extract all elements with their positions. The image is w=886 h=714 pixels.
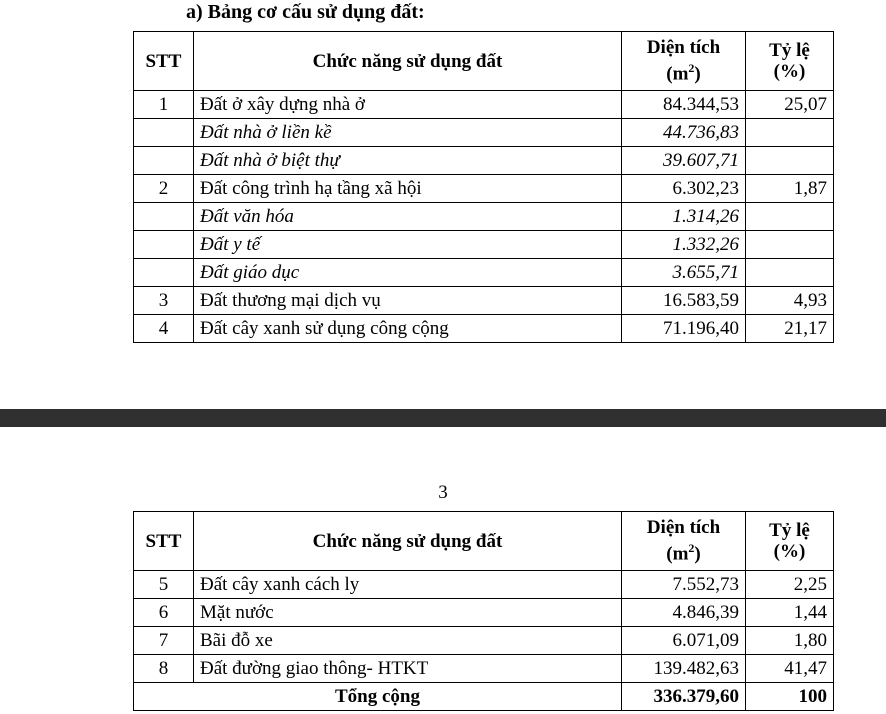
stt-header: STT xyxy=(134,512,194,571)
area-header xyxy=(622,512,746,571)
land-use-table-part1 xyxy=(133,31,834,343)
function-cell: Đất ở xây dựng nhà ở xyxy=(194,91,622,119)
total-area: 336.379,60 xyxy=(622,683,746,711)
stt-cell xyxy=(134,119,194,147)
ratio-cell xyxy=(746,147,834,175)
stt-cell xyxy=(134,231,194,259)
stt-cell: 1 xyxy=(134,91,194,119)
table-row xyxy=(134,599,834,627)
table-row xyxy=(134,571,834,599)
ratio-header xyxy=(746,32,834,91)
ratio-cell xyxy=(746,119,834,147)
table1-body xyxy=(134,91,834,343)
ratio-cell xyxy=(746,203,834,231)
area-header xyxy=(622,32,746,91)
area-cell: 4.846,39 xyxy=(622,599,746,627)
table-row xyxy=(134,203,834,231)
section-heading: a) Bảng cơ cấu sử dụng đất: xyxy=(186,1,425,23)
area-unit-sup: 2 xyxy=(688,541,695,556)
function-cell: Đất công trình hạ tầng xã hội xyxy=(194,175,622,203)
area-unit-close: ) xyxy=(694,63,701,85)
table-row xyxy=(134,231,834,259)
page-number: 3 xyxy=(438,482,448,503)
stt-cell: 8 xyxy=(134,655,194,683)
area-unit-open: (m xyxy=(666,543,689,565)
land-use-table-part2 xyxy=(133,511,834,711)
function-header: Chức năng sử dụng đất xyxy=(194,32,622,91)
function-cell: Đất cây xanh sử dụng công cộng xyxy=(194,315,622,343)
area-cell: 6.071,09 xyxy=(622,627,746,655)
stt-cell: 4 xyxy=(134,315,194,343)
ratio-header-unit: (%) xyxy=(773,61,806,82)
stt-cell xyxy=(134,147,194,175)
area-cell: 39.607,71 xyxy=(622,147,746,175)
area-cell: 6.302,23 xyxy=(622,175,746,203)
function-cell: Mặt nước xyxy=(194,599,622,627)
function-cell: Đất thương mại dịch vụ xyxy=(194,287,622,315)
function-cell: Đất nhà ở liền kề xyxy=(194,119,622,147)
table-row xyxy=(134,259,834,287)
ratio-header xyxy=(746,512,834,571)
stt-cell: 2 xyxy=(134,175,194,203)
table-row xyxy=(134,119,834,147)
area-cell: 16.583,59 xyxy=(622,287,746,315)
total-ratio: 100 xyxy=(746,683,834,711)
area-cell: 7.552,73 xyxy=(622,571,746,599)
table-row xyxy=(134,287,834,315)
area-unit-open: (m xyxy=(666,63,689,85)
stt-cell: 3 xyxy=(134,287,194,315)
area-cell: 71.196,40 xyxy=(622,315,746,343)
table-row xyxy=(134,91,834,119)
ratio-header-label: Tỷ lệ xyxy=(769,520,810,541)
stt-cell xyxy=(134,259,194,287)
function-cell: Đất văn hóa xyxy=(194,203,622,231)
table2-body xyxy=(134,571,834,711)
table-header-row xyxy=(134,32,834,91)
ratio-cell: 4,93 xyxy=(746,287,834,315)
ratio-cell xyxy=(746,231,834,259)
area-unit-close: ) xyxy=(694,543,701,565)
area-cell: 84.344,53 xyxy=(622,91,746,119)
area-cell: 1.332,26 xyxy=(622,231,746,259)
stt-cell xyxy=(134,203,194,231)
function-cell: Bãi đỗ xe xyxy=(194,627,622,655)
table-row xyxy=(134,315,834,343)
function-cell: Đất nhà ở biệt thự xyxy=(194,147,622,175)
ratio-cell: 41,47 xyxy=(746,655,834,683)
function-cell: Đất y tế xyxy=(194,231,622,259)
ratio-header-label: Tỷ lệ xyxy=(769,40,810,61)
area-unit-sup: 2 xyxy=(688,61,695,76)
page-divider xyxy=(0,409,886,427)
ratio-cell: 1,44 xyxy=(746,599,834,627)
table-row xyxy=(134,655,834,683)
area-header-label: Diện tích xyxy=(646,517,721,539)
ratio-cell: 1,80 xyxy=(746,627,834,655)
ratio-cell xyxy=(746,259,834,287)
table-row xyxy=(134,627,834,655)
area-cell: 139.482,63 xyxy=(622,655,746,683)
stt-cell: 5 xyxy=(134,571,194,599)
ratio-cell: 2,25 xyxy=(746,571,834,599)
area-cell: 44.736,83 xyxy=(622,119,746,147)
stt-cell: 6 xyxy=(134,599,194,627)
table-row xyxy=(134,147,834,175)
table-row xyxy=(134,175,834,203)
stt-cell: 7 xyxy=(134,627,194,655)
total-label: Tổng cộng xyxy=(134,683,622,711)
area-header-label: Diện tích xyxy=(646,37,721,59)
total-row xyxy=(134,683,834,711)
area-cell: 1.314,26 xyxy=(622,203,746,231)
table-header-row xyxy=(134,512,834,571)
function-cell: Đất giáo dục xyxy=(194,259,622,287)
stt-header: STT xyxy=(134,32,194,91)
ratio-cell: 25,07 xyxy=(746,91,834,119)
ratio-cell: 21,17 xyxy=(746,315,834,343)
function-cell: Đất đường giao thông- HTKT xyxy=(194,655,622,683)
ratio-header-unit: (%) xyxy=(773,541,806,562)
area-cell: 3.655,71 xyxy=(622,259,746,287)
ratio-cell: 1,87 xyxy=(746,175,834,203)
function-cell: Đất cây xanh cách ly xyxy=(194,571,622,599)
function-header: Chức năng sử dụng đất xyxy=(194,512,622,571)
